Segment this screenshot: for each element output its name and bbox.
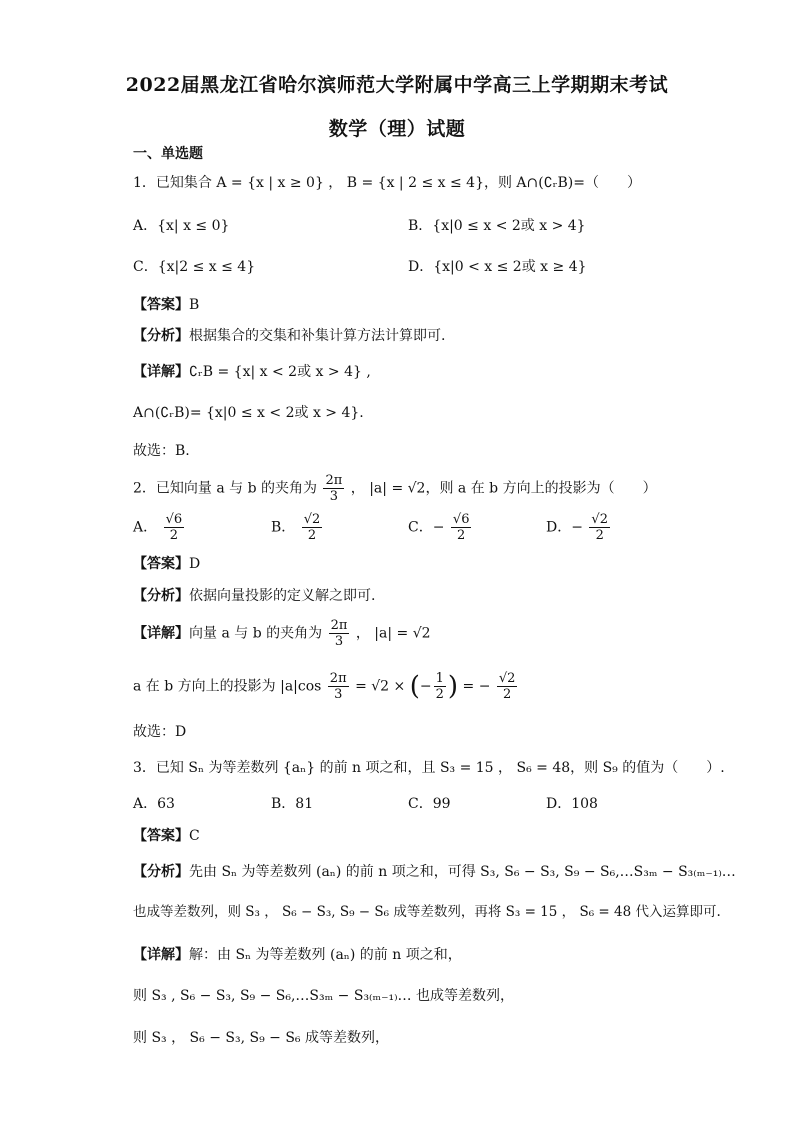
q1-option-b: B．{x|0 ≤ x < 2或 x > 4}: [408, 218, 586, 234]
analysis-tag: 【分析】: [133, 328, 189, 344]
q1-analysis: [133, 326, 445, 346]
left-paren: (: [409, 671, 420, 702]
q2-option-b: [271, 512, 324, 543]
answer-value: C: [189, 828, 200, 844]
q1-option-d: D．{x|0 < x ≤ 2或 x ≥ 4}: [408, 259, 587, 275]
q2-detail-line-2: [133, 671, 519, 702]
q2-analysis: [133, 586, 375, 606]
q2-conclusion: 故选：D: [133, 724, 187, 740]
fraction-denominator: 2: [595, 528, 604, 543]
right-paren: ): [447, 671, 459, 702]
analysis-text: 先由 Sₙ 为等差数列 (aₙ) 的前 n 项之和，可得 S₃, S₆ − S₃, S₉ − S₆,…S₃ₘ − S₃₍ₘ₋₁₎…: [189, 864, 736, 880]
fraction-numerator: √6: [165, 512, 183, 527]
answer-value: B: [189, 297, 200, 313]
detail-tag: 【详解】: [133, 625, 189, 642]
detail-text: ∁ᵣB = {x| x < 2或 x > 4} ,: [189, 364, 371, 380]
fraction-numerator: √2: [591, 512, 608, 527]
q3-option-d: D．108: [546, 796, 598, 812]
q1-answer: [133, 295, 199, 315]
detail-tag: 【详解】: [133, 364, 189, 380]
detail-tag: 【详解】: [133, 947, 189, 963]
fraction-denominator: 2: [307, 528, 317, 543]
detail-text: 向量 a 与 b 的夹角为: [189, 625, 323, 642]
detail-text: ， |a| = √2: [355, 625, 431, 642]
q3-detail-line-3: 则 S₃ ， S₆ − S₃, S₉ − S₆ 成等差数列，: [133, 1030, 389, 1046]
document-title: 2022届黑龙江省哈尔滨师范大学附属中学高三上学期期末考试: [125, 74, 669, 96]
option-fraction: [302, 512, 323, 543]
fraction-numerator: 2π: [329, 671, 347, 686]
fraction-numerator: 2π: [330, 618, 348, 633]
q3-answer: [133, 826, 200, 846]
q1-conclusion: 故选：B.: [133, 443, 190, 459]
fraction-denominator: 3: [334, 687, 343, 702]
fraction-denominator: 2: [435, 687, 444, 702]
q3-stem: 3．已知 Sₙ 为等差数列 {aₙ} 的前 n 项之和，且 S₃ = 15 ， S₆ = 48，则 S₉ 的值为（ ）.: [133, 760, 725, 776]
fraction-numerator: √2: [498, 671, 516, 686]
q2-answer: [133, 554, 200, 574]
fraction-denominator: 2: [503, 687, 512, 702]
answer-tag: 【答案】: [133, 828, 189, 844]
option-label: B．: [271, 519, 296, 536]
q2-stem-part: 2．已知向量 a 与 b 的夹角为: [133, 480, 318, 497]
q3-detail-line-2: 则 S₃ , S₆ − S₃, S₉ − S₆,…S₃ₘ − S₃₍ₘ₋₁₎… 也成等差数列，: [133, 988, 514, 1004]
analysis-text: 依据向量投影的定义解之即可.: [189, 588, 376, 604]
q2-option-c: [408, 512, 473, 543]
option-label: C．−: [408, 519, 445, 536]
q2-detail: [133, 618, 431, 649]
detail-text: = √2 ×: [355, 678, 406, 695]
fraction-numerator: √2: [303, 512, 321, 527]
minus-sign: −: [419, 678, 432, 695]
q3-analysis: [133, 862, 736, 882]
fraction-denominator: 3: [329, 489, 339, 504]
fraction-denominator: 3: [334, 634, 344, 649]
analysis-tag: 【分析】: [133, 864, 189, 880]
answer-value: D: [189, 556, 201, 572]
q2-option-d: [546, 512, 612, 543]
q2-stem: [133, 473, 657, 504]
detail-fraction: [329, 618, 350, 649]
detail-text: 解：由 Sₙ 为等差数列 (aₙ) 的前 n 项之和，: [189, 947, 462, 963]
fraction-numerator: 1: [435, 671, 444, 686]
answer-tag: 【答案】: [133, 556, 189, 572]
section-heading: 一、单选题: [133, 146, 203, 162]
answer-tag: 【答案】: [133, 297, 189, 313]
option-label: A．: [133, 519, 158, 536]
option-label: D．−: [546, 519, 583, 536]
q2-angle-fraction: [323, 473, 344, 504]
q3-detail: [133, 945, 462, 965]
q1-stem: 1．已知集合 A = {x | x ≥ 0} ， B = {x | 2 ≤ x ≤ 4}，则 A∩(∁ᵣB)=（ ）: [133, 175, 641, 191]
option-fraction: [164, 512, 185, 543]
detail-text: = −: [462, 678, 491, 695]
detail-fraction: [328, 671, 349, 702]
document-subtitle: 数学（理）试题: [328, 118, 466, 140]
q3-option-a: A．63: [133, 796, 175, 812]
option-fraction: [451, 512, 472, 543]
q2-option-a: [133, 512, 186, 543]
detail-fraction: [434, 671, 446, 702]
analysis-tag: 【分析】: [133, 588, 189, 604]
analysis-text: 根据集合的交集和补集计算方法计算即可.: [189, 328, 446, 344]
q1-option-a: A．{x| x ≤ 0}: [133, 218, 230, 234]
q1-option-c: C．{x|2 ≤ x ≤ 4}: [133, 259, 256, 275]
detail-text: a 在 b 方向上的投影为 |a|cos: [133, 678, 322, 695]
fraction-numerator: √6: [452, 512, 470, 527]
q3-analysis-line-2: 也成等差数列，则 S₃ ， S₆ − S₃, S₉ − S₆ 成等差数列，再将 S₃ = 15 ， S₆ = 48 代入运算即可.: [133, 904, 721, 920]
fraction-denominator: 2: [169, 528, 178, 543]
q3-option-b: B．81: [271, 796, 314, 812]
option-fraction: [589, 512, 610, 543]
q2-stem-part: ， |a| = √2，则 a 在 b 方向上的投影为（ ）: [350, 480, 657, 497]
detail-fraction: [497, 671, 518, 702]
q3-option-c: C．99: [408, 796, 451, 812]
fraction-denominator: 2: [457, 528, 466, 543]
q1-detail: [133, 362, 371, 382]
q1-detail-line-2: A∩(∁ᵣB)= {x|0 ≤ x < 2或 x > 4}.: [133, 405, 364, 421]
fraction-numerator: 2π: [325, 473, 343, 488]
